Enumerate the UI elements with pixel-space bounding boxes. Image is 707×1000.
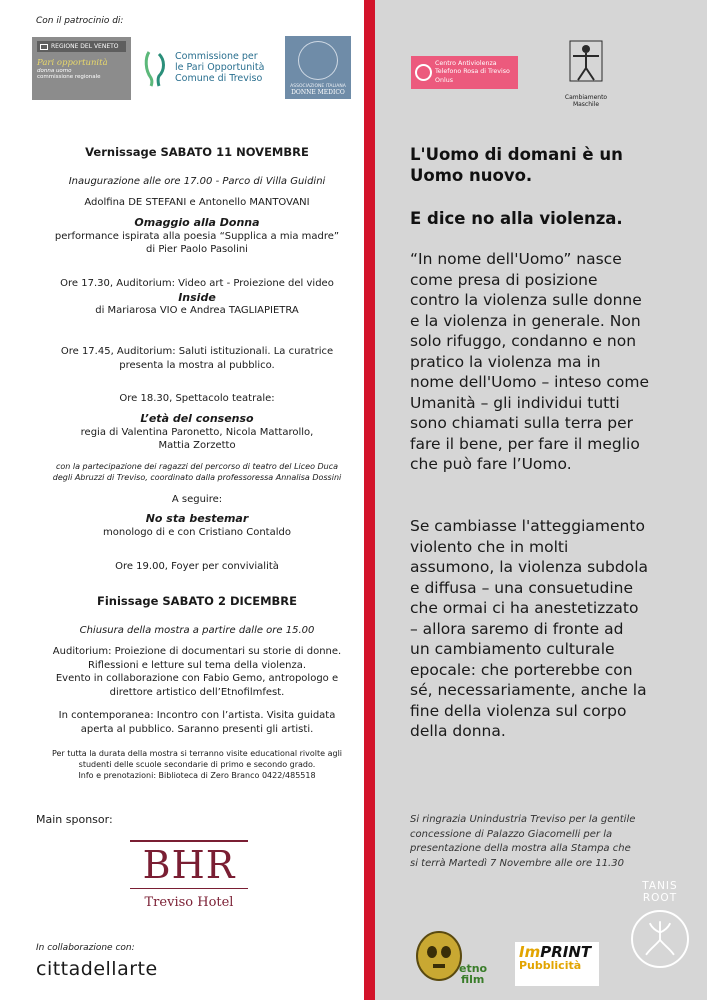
paragraph-2-line: fine della violenza sul corpo <box>410 701 627 720</box>
main-sponsor-label: Main sponsor: <box>36 813 113 826</box>
paragraph-2-line: un cambiamento culturale <box>410 640 615 658</box>
finissage-title: Finissage SABATO 2 DICEMBRE <box>96 594 298 608</box>
paragraph-2-line: violento che in molti <box>410 537 569 556</box>
paragraph-1 <box>410 249 704 475</box>
paragraph-1-line: e la violenza in generale. Non <box>410 311 641 330</box>
patrocinio-label: Con il patrocinio di: <box>36 16 124 26</box>
bhr-logo: BHR Treviso Hotel <box>130 840 248 910</box>
seal-icon <box>298 41 338 80</box>
regione-veneto-logo: REGIONE DEL VENETO Pari opportunità donna uomo commissione regionale <box>32 37 131 100</box>
paragraph-2-line: epocale: che porterebbe con <box>410 660 633 679</box>
paragraph-1-line: come presa di posizione <box>410 270 598 289</box>
thanks-line: si terrà Martedì 7 Novembre alle ore 11.30 <box>410 857 624 869</box>
thanks-line: Si ringrazia Unindustria Treviso per la gentile <box>410 814 636 825</box>
paragraph-2 <box>410 516 704 742</box>
thanks-line: presentazione della mostra alla Stampa che <box>410 843 631 854</box>
paragraph-1-line: Umanità – gli individui tutti <box>410 393 620 412</box>
paragraph-2-line: – allora saremo di fronte ad <box>410 619 624 638</box>
paragraph-1-line: solo rifuggo, condanno e non <box>410 332 637 350</box>
paragraph-1-line: fare il bene, per fare il meglio <box>410 434 640 453</box>
finissage-block <box>30 595 364 609</box>
thanks-line: concessione di Palazzo Giacomelli per la <box>410 828 613 840</box>
phone-rose-icon <box>415 64 432 81</box>
tanis-root-logo: TANIS ROOT <box>620 880 700 968</box>
svg-text:film: film <box>461 973 485 986</box>
collab-label: In collaborazione con: <box>36 943 135 953</box>
vernissage-block <box>30 146 364 160</box>
paragraph-1-line: nome dell'Uomo – inteso come <box>410 373 650 391</box>
centro-antiviolenza-logo: Centro Antiviolenza Telefono Rosa di Treviso Onlus <box>411 56 518 89</box>
paragraph-1-line: “In nome dell'Uomo” nasce <box>410 250 622 268</box>
paragraph-2-line: e diffusa – una consuetudine <box>410 578 634 597</box>
vitruvian-man-icon <box>569 40 603 90</box>
paragraph-1-line: sono chiamati sulla terra per <box>410 414 634 432</box>
lion-icon <box>40 44 48 50</box>
paragraph-1-line: pratico la violenza ma in <box>410 352 601 371</box>
paragraph-2-line: Se cambiasse l'atteggiamento <box>410 517 645 535</box>
paragraph-2-line: assumono, la violenza subdola <box>410 558 649 576</box>
paragraph-1-line: che può fare l’Uomo. <box>410 455 572 473</box>
cambiamento-maschile-logo: Cambiamento Maschile <box>561 40 611 108</box>
svg-text:etno: etno <box>459 962 488 975</box>
paragraph-2-line: della donna. <box>410 722 506 740</box>
imprint-logo: Im PRINT Pubblicità <box>515 942 599 986</box>
vernissage-title: Vernissage SABATO 11 NOVEMBRE <box>85 145 309 159</box>
etnofilm-logo <box>413 928 503 990</box>
headline: L'Uomo di domani è un Uomo nuovo. <box>410 145 623 185</box>
red-divider-bar <box>364 0 375 1000</box>
faces-icon <box>143 48 171 88</box>
tree-root-icon <box>631 910 689 968</box>
headline-no-violenza: E dice no alla violenza. <box>410 209 623 228</box>
paragraph-2-line: sé, necessariamente, anche la <box>410 681 647 699</box>
paragraph-2-line: che ormai ci ha anestetizzato <box>410 599 639 617</box>
paragraph-1-line: contro la violenza sulle donne <box>410 291 642 309</box>
cpo-treviso-logo: Commissione per le Pari Opportunità Comune di Treviso <box>143 45 278 90</box>
thanks-note <box>410 813 635 871</box>
cittadellarte-logo: cittadellarte <box>36 958 158 980</box>
aidm-logo: ASSOCIAZIONE ITALIANA DONNE MEDICO <box>285 36 351 99</box>
